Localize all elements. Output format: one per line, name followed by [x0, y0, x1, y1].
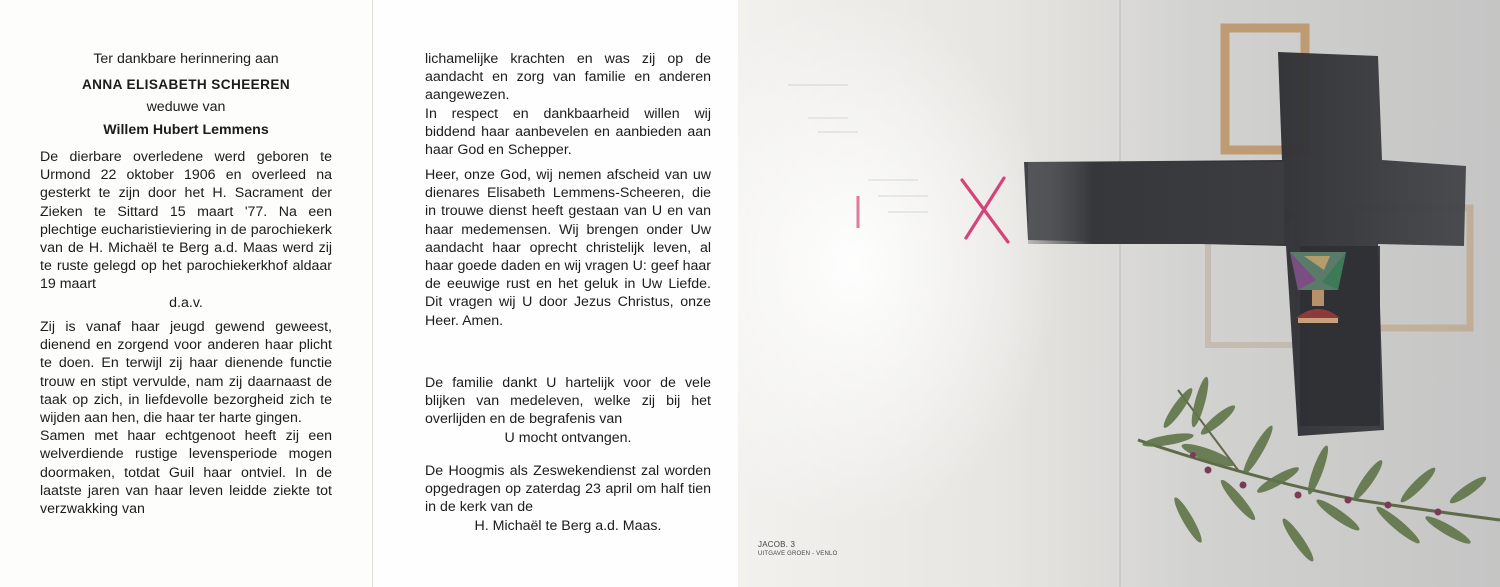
mass-text: De Hoogmis als Zeswekendienst zal worden opgedragen op zaterdag 23 april om half tien in de kerk van de	[425, 463, 711, 516]
printer-imprint	[758, 540, 837, 557]
thanks-paragraph	[425, 374, 711, 447]
biography-text: De dierbare overledene werd geboren te Urmond 22 oktober 1906 en overleed na gesterkt te zijn door het H. Sacrament der Zieken te Sittard 15 maart '77. Na een plechtige eucharistieviering in de parochiekerk van de H. Michaël te Berg a.d. Maas werd zij te ruste gelegd op het parochiekerkhof aldaar 19 maart	[40, 149, 332, 293]
cross-illustration	[738, 0, 1500, 587]
prayer-text: Heer, onze God, wij nemen afscheid van uw dienares Elisabeth Lemmens-Scheeren, die in trouwe dienst heeft gestaan van U en van haar medemensen. Wij brengen onder Uw aandacht haar oprecht christelijk leven, al haar goede daden en wij vragen U: geef haar de eeuwige rust en het geluk in Uw Liefde. Dit vragen wij U door Jezus Christus, onze Heer. Amen.	[425, 167, 711, 329]
husband-name: Willem Hubert Lemmens	[103, 121, 269, 138]
biography-paragraph	[40, 148, 332, 312]
commendation-text: In respect en dankbaarheid willen wij biddend haar aanbevelen en aanbieden aan haar God en Schepper.	[425, 105, 711, 159]
later-life-text: Samen met haar echtgenoot heeft zij een welverdiende rustige levensperiode mogen doormaken, totdat Guil haar ontviel. In de laatste jaren van haar leven leidde ziekte tot verzwakking van	[40, 428, 332, 518]
mass-text-end: H. Michaël te Berg a.d. Maas.	[474, 517, 662, 534]
widow-of-line: weduwe van	[146, 99, 226, 116]
care-paragraph	[425, 50, 711, 159]
left-text-panel	[0, 0, 372, 587]
cover-illustration-panel	[738, 0, 1500, 587]
biography-text-end: d.a.v.	[169, 294, 203, 311]
dedication-heading	[40, 50, 332, 143]
thanks-text: De familie dankt U hartelijk voor de vele blijken van medeleven, welke zij bij het overlijden en de begrafenis van	[425, 375, 711, 428]
printer-code: JACOB. 3	[758, 540, 796, 549]
character-paragraph	[40, 318, 332, 518]
intro-line: Ter dankbare herinnering aan	[93, 51, 279, 67]
character-text: Zij is vanaf haar jeugd gewend geweest, dienend en zorgend voor anderen haar plicht te doen. En terwijl zij haar dienende functie trouw en stipt vervulde, nam zij daarnaast de taak op zich, in liefdevolle bezorgheid zich te wijden aan hen, die haar ter harte gingen.	[40, 319, 332, 427]
mass-paragraph	[425, 462, 711, 535]
publisher-name: UITGAVE GROEN - VENLO	[758, 551, 838, 557]
care-text: lichamelijke krachten en was zij op de aandacht en zorg van familie en anderen aangewezen.	[425, 51, 711, 104]
deceased-name: ANNA ELISABETH SCHEEREN	[81, 77, 291, 93]
prayer-paragraph	[425, 166, 711, 330]
thanks-text-end: U mocht ontvangen.	[504, 429, 632, 446]
misty-haze	[738, 0, 1198, 587]
middle-text-panel	[372, 0, 738, 587]
